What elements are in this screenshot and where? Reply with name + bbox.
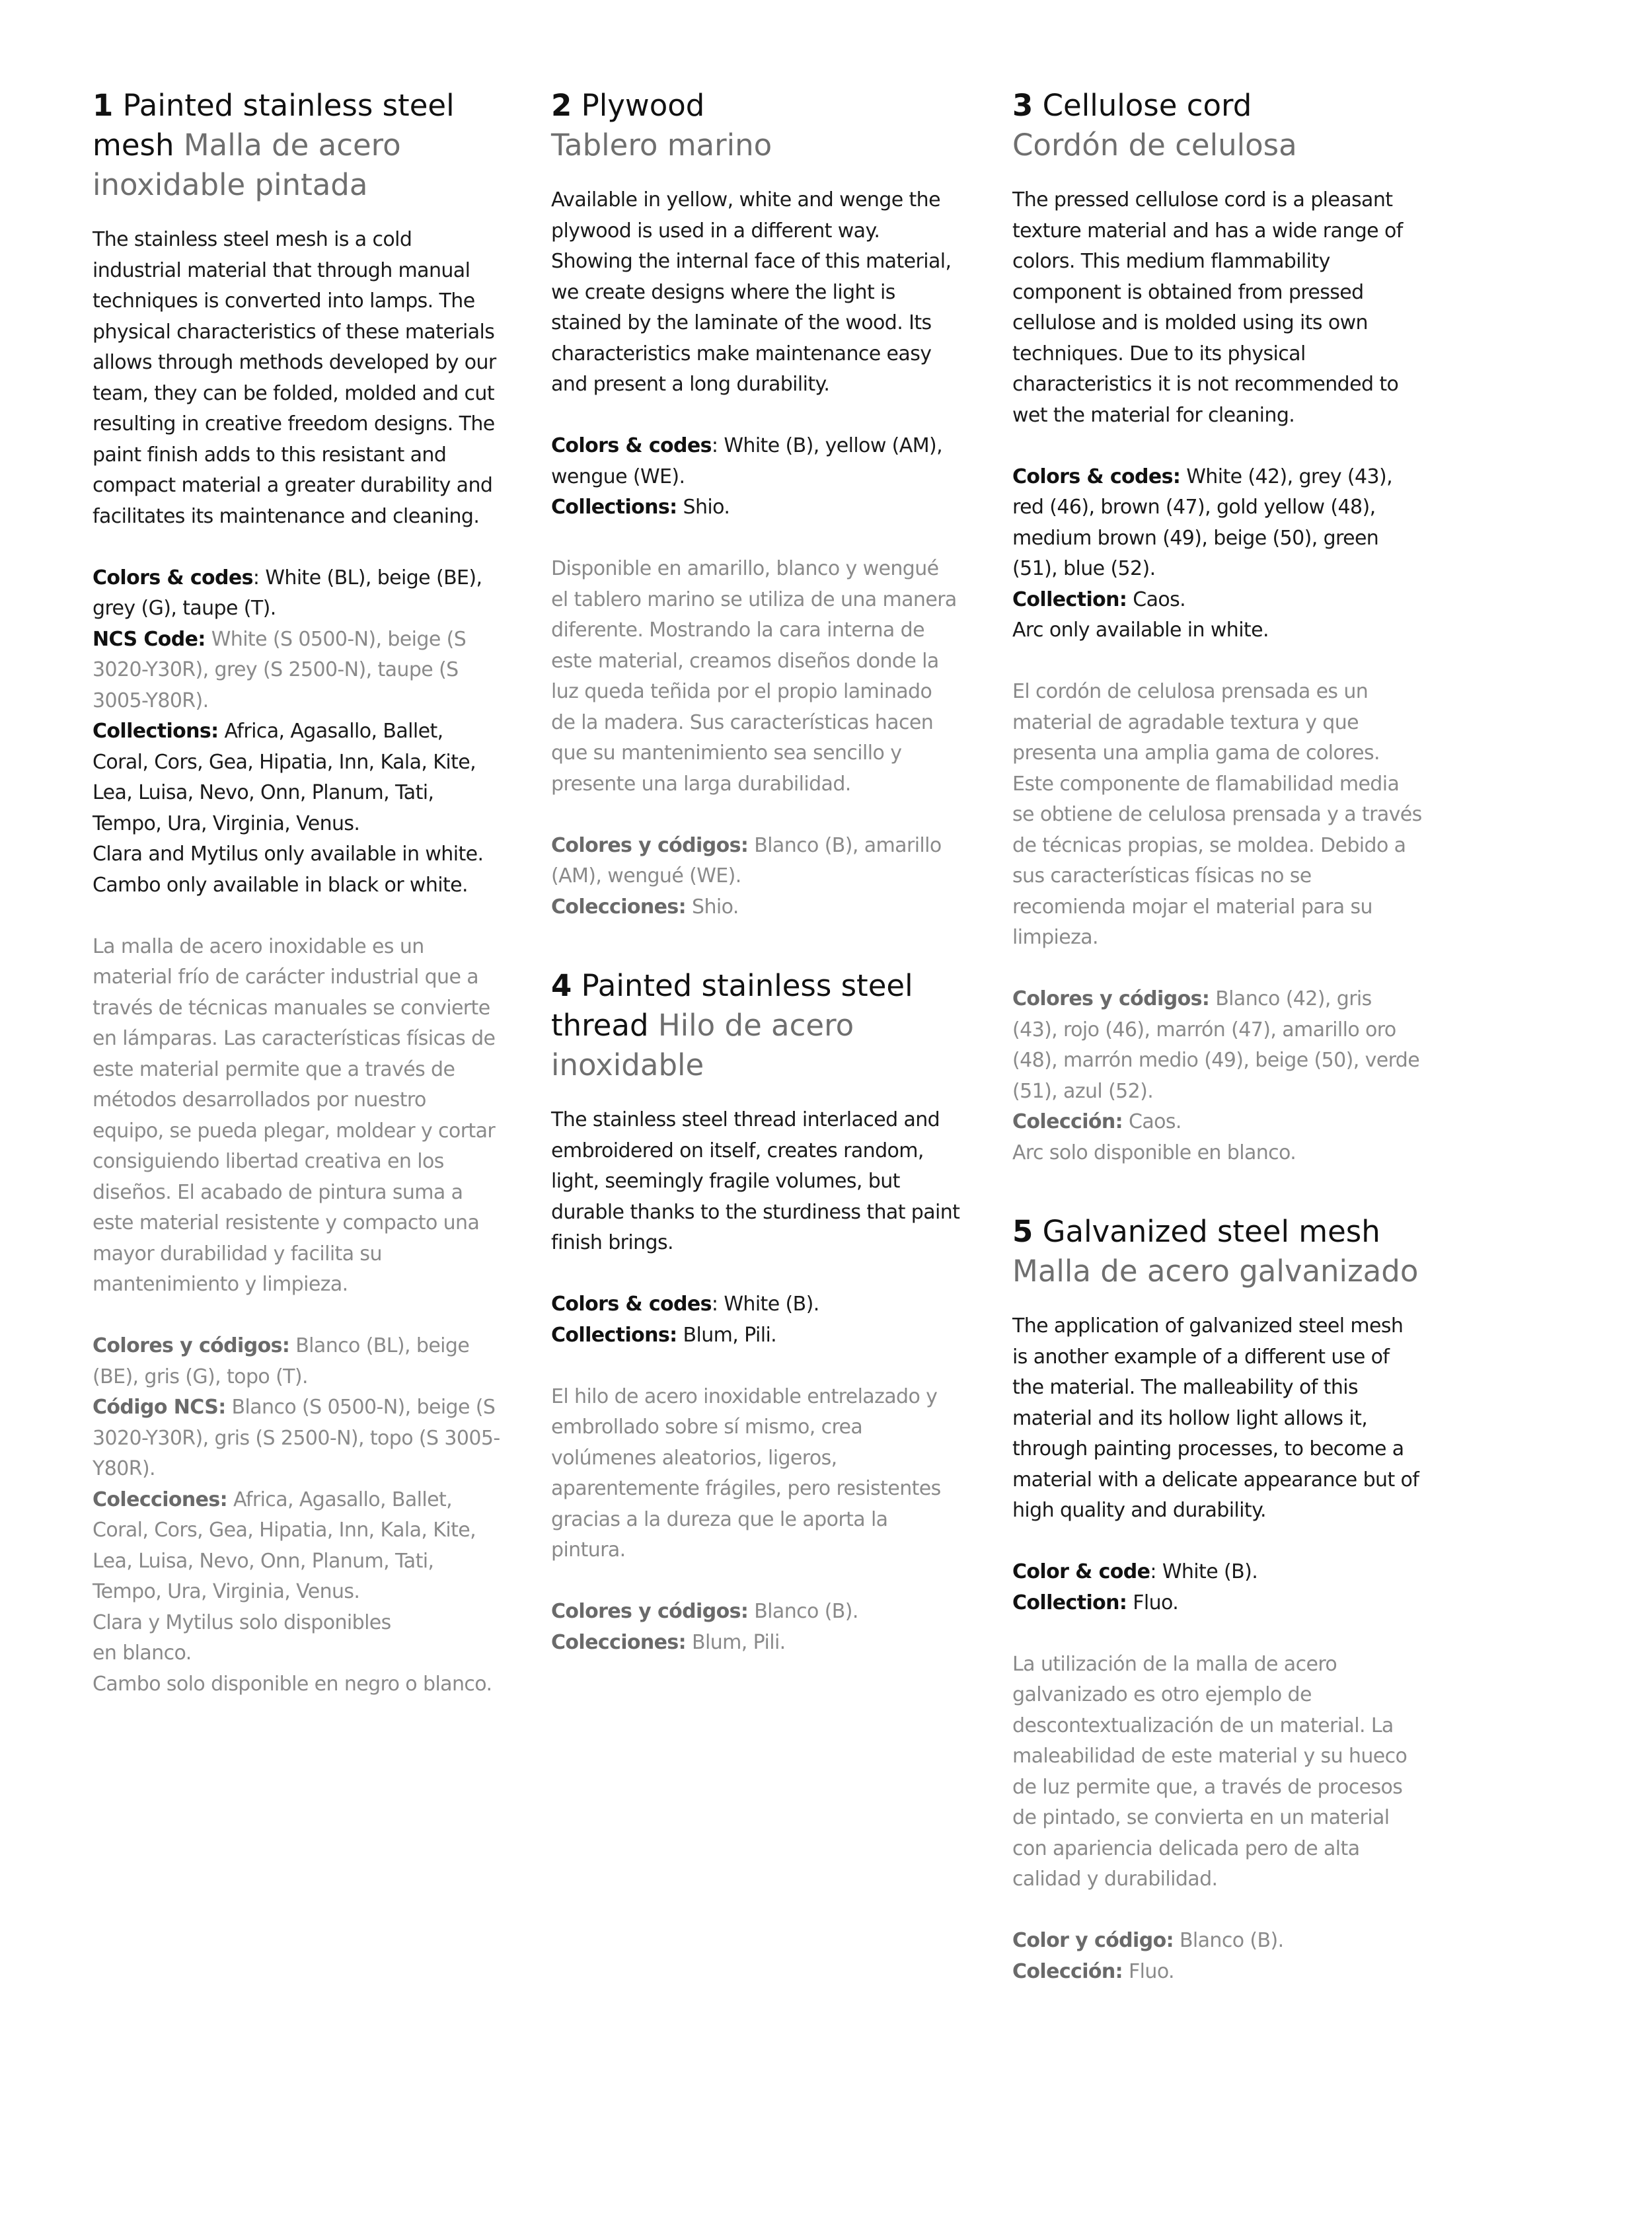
- section-title: [551, 86, 961, 165]
- colors-line-es: [551, 1597, 961, 1628]
- collections-value: Shio.: [683, 496, 730, 519]
- colors-line-es: [1012, 984, 1422, 1107]
- collections-value: Africa, Agasallo, Ballet, Coral, Cors, Gea, Hipatia, Inn, Kala, Kite, Lea, Luisa, Nevo, Onn, Planum, Tati, Tempo, Ura, Virginia, Venus.: [93, 1488, 476, 1603]
- colors-label: Colores y códigos:: [93, 1334, 290, 1357]
- colors-label: Colors & codes: [551, 1293, 712, 1316]
- collections-label: Collection:: [1012, 587, 1127, 611]
- colors-label: Colors & codes: [551, 434, 712, 457]
- specs-en: [1012, 462, 1422, 646]
- colors-line-en: [1012, 1557, 1422, 1588]
- collections-value: Africa, Agasallo, Ballet, Coral, Cors, Gea, Hipatia, Inn, Kala, Kite, Lea, Luisa, Nevo, Onn, Planum, Tati, Tempo, Ura, Virginia, Venus.: [93, 720, 476, 835]
- note-en: Clara and Mytilus only available in white.: [93, 843, 484, 866]
- collections-value: Blum, Pili.: [692, 1630, 786, 1654]
- section-number: 1: [93, 88, 114, 123]
- section-painted-stainless-steel-thread: [551, 966, 961, 1658]
- collections-label: Collections:: [551, 1323, 677, 1347]
- colors-value: Blanco (B), amarillo (AM), wengué (WE).: [551, 833, 942, 887]
- collections-line-es: [1012, 1107, 1422, 1138]
- specs-en: [1012, 1557, 1422, 1618]
- collections-value: Fluo.: [1133, 1591, 1179, 1614]
- note-es: Arc solo disponible en blanco.: [1012, 1141, 1296, 1164]
- section-title: [93, 86, 502, 205]
- title-en: Galvanized steel mesh: [1042, 1214, 1380, 1249]
- collections-value: Caos.: [1129, 1110, 1182, 1133]
- description-es: Disponible en amarillo, blanco y wengué el tablero marino se utiliza de una manera diferente. Mostrando la cara interna de este material, creamos diseños donde la luz queda teñida por el propio laminado de la madera. Sus características hacen que su mantenimiento sea sencillo y presente una larga durabilidad.: [551, 557, 957, 796]
- collections-label: Collection:: [1012, 1591, 1127, 1614]
- ncs-label: NCS Code:: [93, 627, 206, 651]
- note-en: Arc only available in white.: [1012, 619, 1269, 642]
- collections-value: Shio.: [692, 895, 739, 919]
- ncs-line-es: [93, 1392, 502, 1485]
- ncs-value: White (S 0500-N), beige (S 3020-Y30R), grey (S 2500-N), taupe (S 3005-Y80R).: [93, 627, 467, 712]
- title-es: Cordón de celulosa: [1012, 128, 1297, 163]
- section-plywood: [551, 86, 961, 923]
- description-en: The pressed cellulose cord is a pleasant texture material and has a wide range of colors. This medium flammability component is obtained from pressed cellulose and is molded using its own techniques. Due to its physical characteristics it is not recommended to wet the material for cleaning.: [1012, 188, 1403, 427]
- colors-value: : White (B), yellow (AM), wengue (WE).: [551, 434, 943, 488]
- collections-label: Colecciones:: [551, 1630, 687, 1654]
- colors-label: Color y código:: [1012, 1929, 1174, 1952]
- collections-value: Blum, Pili.: [683, 1323, 777, 1347]
- collections-label: Colecciones:: [93, 1488, 228, 1511]
- section-cellulose-cord: [1012, 86, 1422, 1168]
- ncs-value: Blanco (S 0500-N), beige (S 3020-Y30R), gris (S 2500-N), topo (S 3005-Y80R).: [93, 1396, 500, 1480]
- column-2: [551, 86, 961, 1702]
- colors-line-es: [93, 1331, 502, 1392]
- description-en: The stainless steel thread interlaced and embroidered on itself, creates random, light, seemingly fragile volumes, but durable thanks to the sturdiness that paint finish brings.: [551, 1108, 960, 1254]
- ncs-label: Código NCS:: [93, 1396, 226, 1419]
- collections-label: Collections:: [93, 720, 219, 743]
- section-title: [551, 966, 961, 1085]
- column-3: [1012, 86, 1422, 2031]
- colors-label: Colores y códigos:: [1012, 987, 1210, 1010]
- specs-es: [551, 831, 961, 923]
- collections-label: Colecciones:: [551, 895, 687, 919]
- description-en: The stainless steel mesh is a cold industrial material that through manual techniques is converted into lamps. The physical characteristics of these materials allows through methods developed by our team, they can be folded, molded and cut resulting in creative freedom designs. The paint finish adds to this resistant and compact material a greater durability and facilitates its maintenance and cleaning.: [93, 228, 496, 528]
- description-es: La malla de acero inoxidable es un material frío de carácter industrial que a través de técnicas manuales se convierte en lámparas. Las características físicas de este material permite que a través de métodos desarrollados por nuestro equipo, se pueda plegar, moldear y cortar consiguiendo libertad creativa en los diseños. El acabado de pintura suma a este material resistente y compacto una mayor durabilidad y facilita su mantenimiento y limpieza.: [93, 934, 496, 1296]
- collections-label: Colección:: [1012, 1110, 1123, 1133]
- collections-label: Collections:: [551, 496, 677, 519]
- section-title: [1012, 86, 1422, 165]
- title-es: Malla de acero inoxidable pintada: [93, 128, 401, 202]
- description-en: Available in yellow, white and wenge the plywood is used in a different way. Showing the internal face of this material, we create designs where the light is stained by the laminate of the wood. Its characteristics make maintenance easy and present a long durability.: [551, 188, 952, 396]
- specs-en: [551, 431, 961, 523]
- section-galvanized-steel-mesh: [1012, 1212, 1422, 1987]
- colors-label: Color & code: [1012, 1560, 1150, 1583]
- colors-label: Colors & codes: [93, 566, 253, 589]
- colors-line-en: [93, 563, 502, 624]
- collections-value: Caos.: [1133, 587, 1186, 611]
- section-title: [1012, 1212, 1422, 1291]
- description-es: El hilo de acero inoxidable entrelazado y embrollado sobre sí mismo, crea volúmenes aleatorios, ligeros, aparentemente frágiles, pero resistentes gracias a la dureza que le aporta la pintura.: [551, 1384, 941, 1562]
- section-number: 4: [551, 968, 572, 1003]
- collections-line-en: [551, 492, 961, 523]
- colors-line-en: [551, 1289, 961, 1320]
- column-1: [93, 86, 502, 1743]
- collections-line-en: [551, 1320, 961, 1351]
- description-en: The application of galvanized steel mesh is another example of a different use of the material. The malleability of this material and its hollow light allows it, through painting processes, to become a material with a delicate appearance but of high quality and durability.: [1012, 1314, 1419, 1522]
- section-painted-stainless-steel-mesh: [93, 86, 502, 1700]
- collections-line-es: [551, 892, 961, 923]
- colors-label: Colores y códigos:: [551, 833, 749, 857]
- colors-value: : White (B).: [1150, 1560, 1258, 1583]
- colors-line-en: [551, 431, 961, 492]
- section-number: 5: [1012, 1214, 1033, 1249]
- colors-label: Colors & codes:: [1012, 465, 1181, 488]
- title-es: Hilo de acero inoxidable: [551, 1008, 854, 1082]
- title-en: Cellulose cord: [1042, 88, 1252, 123]
- note-en: Cambo only available in black or white.: [93, 873, 468, 897]
- specs-en: [551, 1289, 961, 1351]
- title-en: Painted stainless steel thread: [551, 968, 913, 1043]
- section-number: 3: [1012, 88, 1033, 123]
- collections-line-es: [93, 1485, 502, 1608]
- title-es: Tablero marino: [551, 128, 772, 163]
- colors-value: Blanco (B).: [1179, 1929, 1284, 1952]
- colors-label: Colores y códigos:: [551, 1600, 749, 1623]
- specs-es: [1012, 984, 1422, 1168]
- title-en: Plywood: [581, 88, 705, 123]
- specs-en: [93, 563, 502, 901]
- section-number: 2: [551, 88, 572, 123]
- note-es: en blanco.: [93, 1642, 192, 1665]
- colors-value: Blanco (B).: [754, 1600, 858, 1623]
- colors-value: White (42), grey (43), red (46), brown (47), gold yellow (48), medium brown (49), beige (50), green (51), blue (52).: [1012, 465, 1393, 580]
- title-es: Malla de acero galvanizado: [1012, 1254, 1419, 1289]
- collections-line-en: [1012, 1588, 1422, 1619]
- colors-line-es: [551, 831, 961, 892]
- description-es: La utilización de la malla de acero galvanizado es otro ejemplo de descontextualización de un material. La maleabilidad de este material y su hueco de luz permite que, a través de procesos de pintado, se convierta en un material con apariencia delicada pero de alta calidad y durabilidad.: [1012, 1652, 1408, 1891]
- collections-value: Fluo.: [1129, 1959, 1174, 1983]
- colors-line-es: [1012, 1926, 1422, 1957]
- colors-value: Blanco (42), gris (43), rojo (46), marrón (47), amarillo oro (48), marrón medio (49), beige (50), verde (51), azul (52).: [1012, 987, 1420, 1103]
- collections-line-es: [1012, 1957, 1422, 1988]
- description-es: El cordón de celulosa prensada es un material de agradable textura y que presenta una amplia gama de colores. Este componente de flamabilidad media se obtiene de celulosa prensada y a través de técnicas propias, se moldea. Debido a sus características físicas no se recomienda mojar el material para su limpieza.: [1012, 680, 1422, 949]
- collections-label: Colección:: [1012, 1959, 1123, 1983]
- specs-es: [93, 1331, 502, 1700]
- collections-line-en: [1012, 585, 1422, 616]
- note-es: Cambo solo disponible en negro o blanco.: [93, 1672, 492, 1696]
- colors-line-en: [1012, 462, 1422, 585]
- ncs-line-en: [93, 624, 502, 717]
- colors-value: : White (B).: [711, 1293, 819, 1316]
- title-en: Painted stainless steel mesh: [93, 88, 455, 163]
- colors-value: : White (BL), beige (BE), grey (G), taupe (T).: [93, 566, 482, 620]
- specs-es: [551, 1597, 961, 1658]
- collections-line-en: [93, 716, 502, 839]
- collections-line-es: [551, 1628, 961, 1659]
- colors-value: Blanco (BL), beige (BE), gris (G), topo (T).: [93, 1334, 470, 1388]
- specs-es: [1012, 1926, 1422, 1987]
- note-es: Clara y Mytilus solo disponibles: [93, 1610, 391, 1634]
